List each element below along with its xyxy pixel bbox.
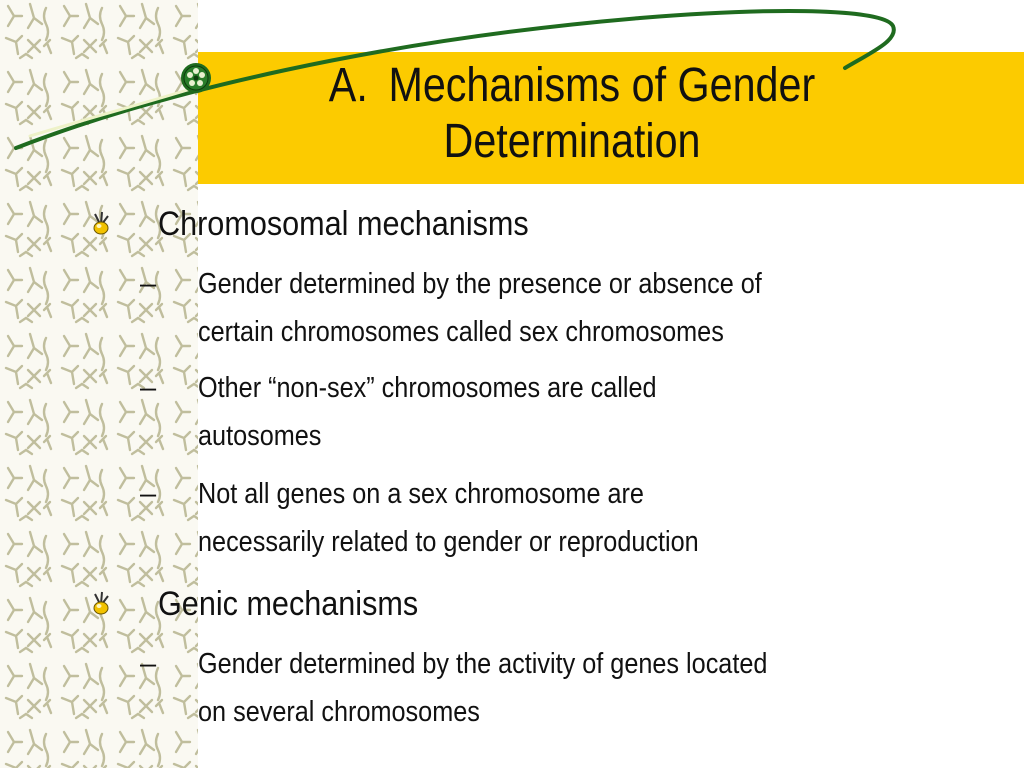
- dash-bullet: –: [140, 478, 157, 510]
- list-item-line: Gender determined by the presence or absence of: [198, 268, 762, 300]
- list-item: [198, 260, 911, 356]
- title-line-1: Mechanisms of Gender: [388, 59, 816, 112]
- dash-bullet: –: [140, 268, 157, 300]
- section-heading: Genic mechanisms: [158, 585, 419, 623]
- list-item-line: certain chromosomes called sex chromosomes: [198, 316, 724, 348]
- bee-bullet-icon: [86, 588, 116, 618]
- list-item: [198, 470, 911, 566]
- dash-bullet: –: [140, 648, 157, 680]
- bee-bullet-icon: [86, 208, 116, 238]
- list-item-line: on several chromosomes: [198, 696, 480, 728]
- list-item-line: autosomes: [198, 420, 322, 452]
- list-item: [198, 364, 911, 460]
- list-item-line: necessarily related to gender or reproduction: [198, 526, 699, 558]
- list-item-line: Other “non-sex” chromosomes are called: [198, 372, 657, 404]
- title-line-2: Determination: [443, 115, 701, 168]
- list-item-line: Not all genes on a sex chromosome are: [198, 478, 644, 510]
- list-item: [198, 640, 911, 736]
- title-number: A.: [328, 59, 368, 112]
- section-heading: Chromosomal mechanisms: [158, 205, 529, 243]
- list-item-line: Gender determined by the activity of genes located: [198, 648, 768, 680]
- dash-bullet: –: [140, 372, 157, 404]
